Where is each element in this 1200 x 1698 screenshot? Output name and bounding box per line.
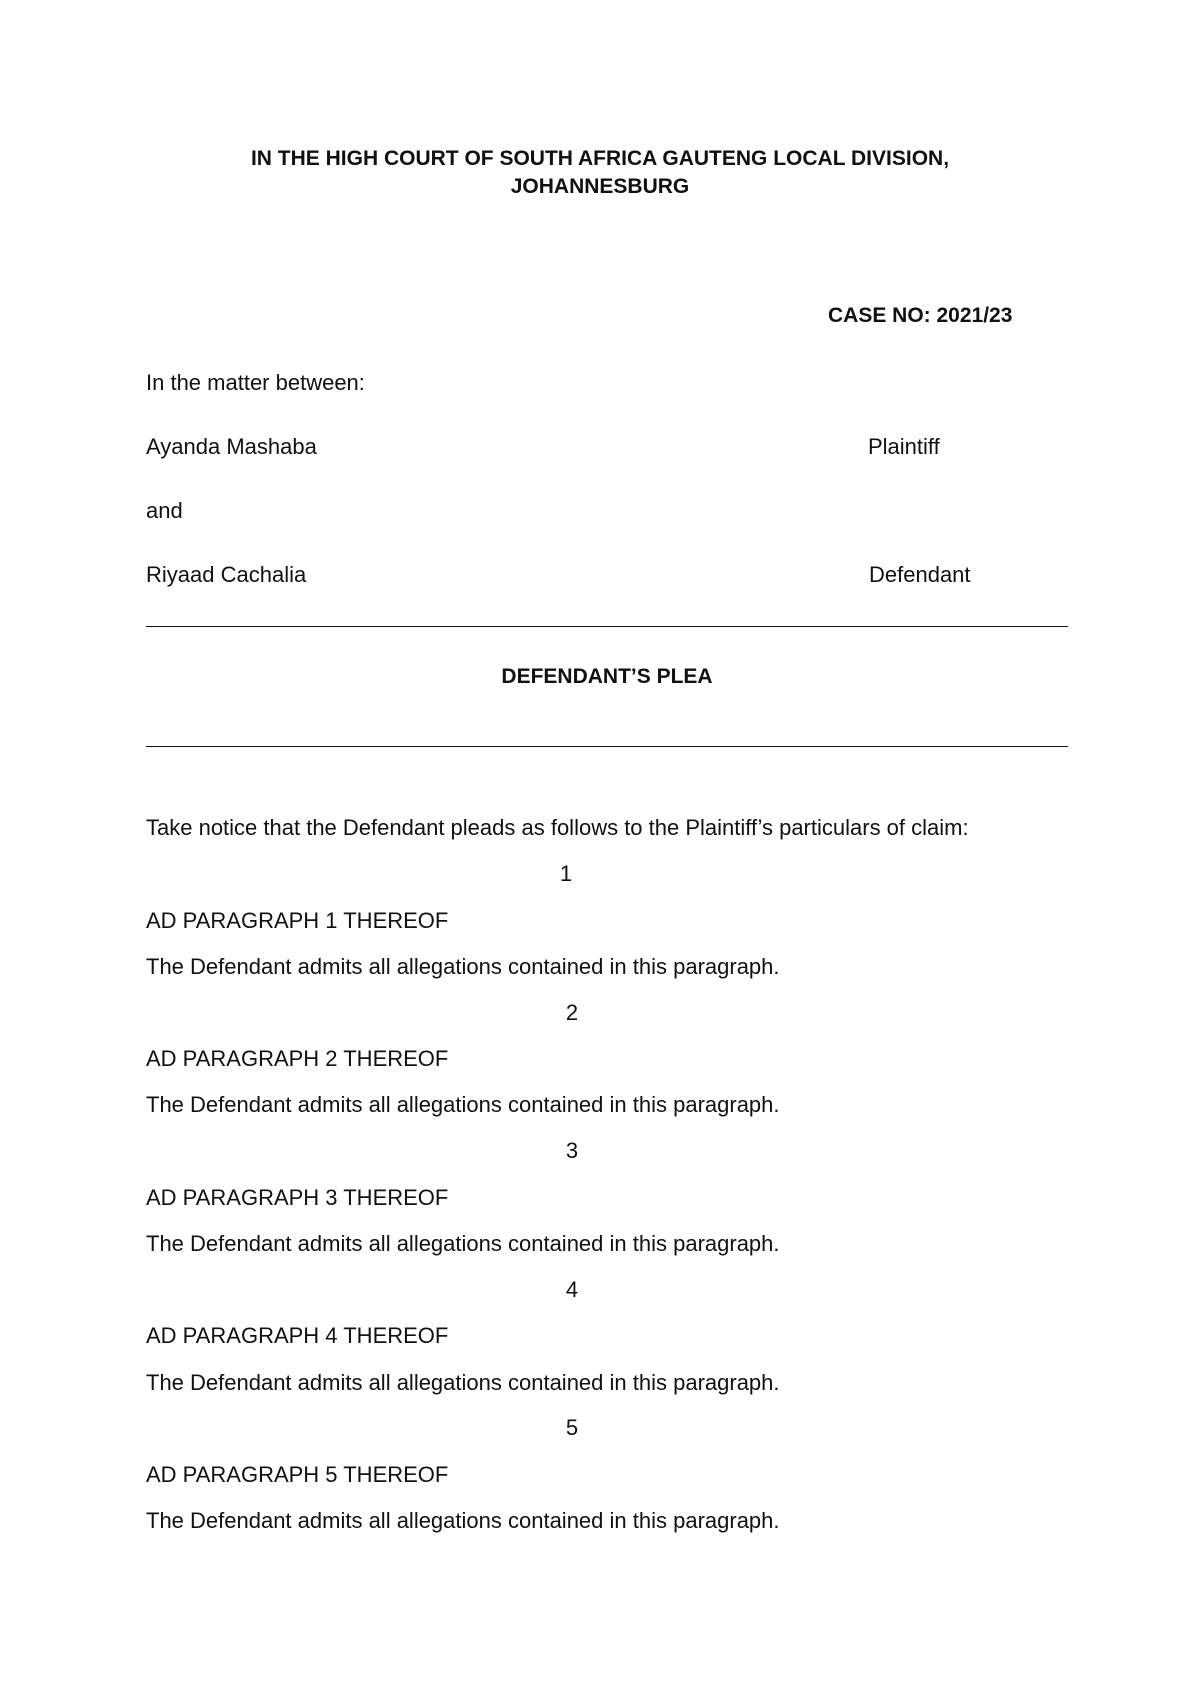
paragraph-heading: AD PARAGRAPH 5 THEREOF [146, 1462, 449, 1487]
paragraph-number: 5 [565, 1415, 579, 1440]
court-title [150, 145, 1050, 201]
court-title-line-2: JOHANNESBURG [510, 175, 690, 198]
paragraph-heading: AD PARAGRAPH 1 THEREOF [146, 908, 449, 933]
divider-top [146, 626, 1068, 627]
defendant-role: Defendant [869, 562, 971, 587]
defendant-name: Riyaad Cachalia [146, 562, 307, 587]
paragraph-text: The Defendant admits all allegations contained in this paragraph. [146, 954, 780, 979]
matter-between-label: In the matter between: [146, 370, 365, 395]
paragraph-heading: AD PARAGRAPH 4 THEREOF [146, 1323, 449, 1348]
paragraph-text: The Defendant admits all allegations contained in this paragraph. [146, 1508, 780, 1533]
paragraph-number: 4 [565, 1277, 579, 1302]
paragraph-number: 2 [565, 1000, 579, 1025]
divider-bottom [146, 746, 1068, 747]
case-number: CASE NO: 2021/23 [828, 304, 1013, 327]
paragraph-heading: AD PARAGRAPH 3 THEREOF [146, 1185, 449, 1210]
paragraph-number: 1 [559, 861, 573, 886]
plaintiff-name: Ayanda Mashaba [146, 434, 317, 459]
paragraph-text: The Defendant admits all allegations contained in this paragraph. [146, 1370, 780, 1395]
paragraph-number: 3 [565, 1138, 579, 1163]
plea-title: DEFENDANT’S PLEA [501, 665, 713, 688]
parties-conjunction: and [146, 498, 183, 523]
court-title-line-1: IN THE HIGH COURT OF SOUTH AFRICA GAUTENG LOCAL DIVISION, [250, 147, 950, 170]
paragraph-heading: AD PARAGRAPH 2 THEREOF [146, 1046, 449, 1071]
plaintiff-role: Plaintiff [868, 434, 940, 459]
paragraph-text: The Defendant admits all allegations contained in this paragraph. [146, 1092, 780, 1117]
plea-intro: Take notice that the Defendant pleads as follows to the Plaintiff’s particulars of claim: [146, 815, 969, 840]
paragraph-text: The Defendant admits all allegations contained in this paragraph. [146, 1231, 780, 1256]
